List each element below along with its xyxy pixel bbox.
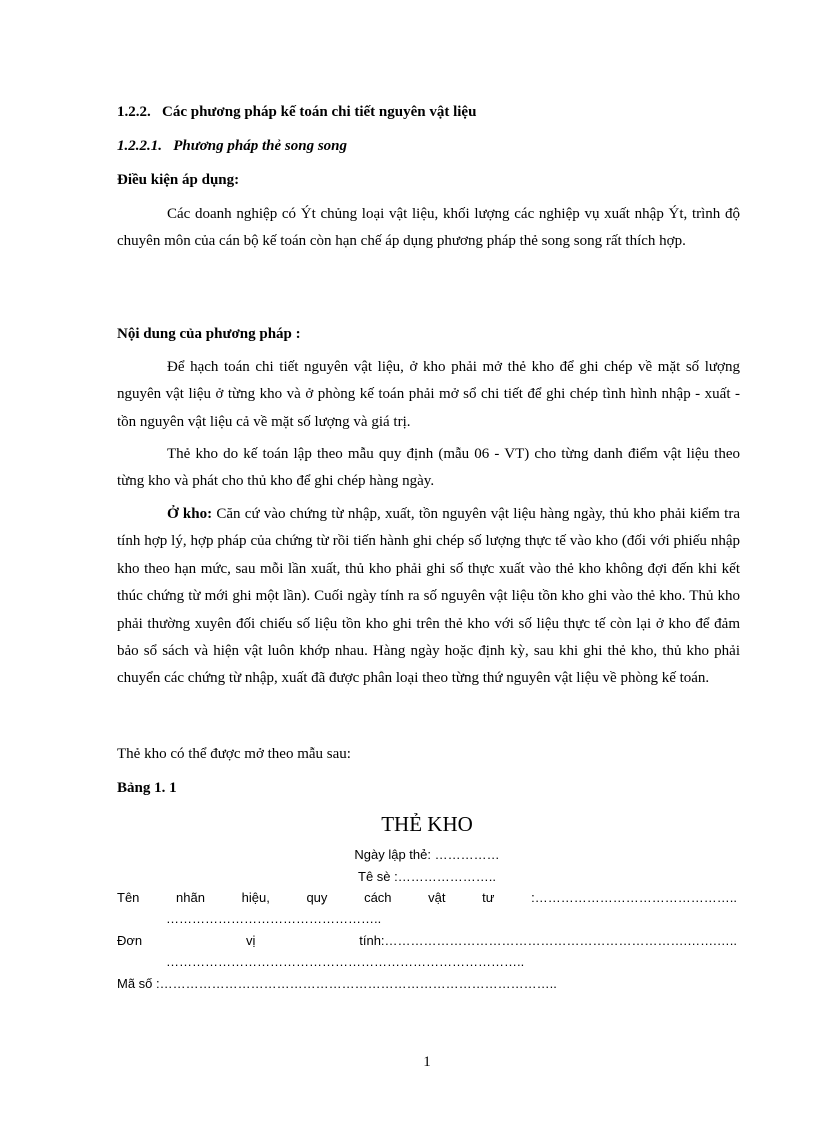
subsection-title: Phương pháp thẻ song song	[173, 138, 348, 154]
form-name-line	[117, 890, 737, 905]
form-name-word: hiệu,	[241, 890, 270, 905]
form-unit-word: tính:…………………………………………………………….…….…..	[359, 933, 737, 948]
page-number: 1	[423, 1054, 431, 1070]
content-heading: Nội dung của phương pháp :	[117, 326, 301, 342]
section-number: 1.2.2.	[117, 104, 151, 120]
form-name-dots-line: …………………………………………..	[166, 911, 382, 926]
content-paragraph-3	[117, 501, 740, 693]
content-paragraph-1: Để hạch toán chi tiết nguyên vật liệu, ở kho phải mở thẻ kho để ghi chép về mặt số lượng nguyên vật liệu ở từng kho và ở phòng kế toán phải mở sổ chi tiết để ghi chép tình hình nhập - xuất - tồn nguyên vật liệu cả về mặt số lượng và giá trị.	[117, 359, 740, 430]
conditions-paragraph: Các doanh nghiệp có Ýt chủng loại vật liệu, khối lượng các nghiệp vụ xuất nhập Ýt, trình độ chuyên môn của cán bộ kế toán còn hạn chế áp dụng phương pháp thẻ song song rất thích hợp.	[117, 206, 740, 250]
form-unit-line	[117, 933, 737, 948]
form-name-dots: :………………………………………..	[531, 890, 737, 905]
form-name-word: tư	[482, 890, 495, 905]
section-heading	[117, 104, 476, 121]
form-code-line: Mã số :………………………………………………………………………………..	[117, 976, 557, 991]
table-caption: Bảng 1. 1	[117, 780, 177, 796]
form-name-word: Tên	[117, 890, 140, 905]
form-unit-dots-line: ………………………………………………………………………..	[166, 954, 525, 969]
subsection-heading	[117, 138, 347, 155]
paragraph-lead: Ở kho:	[167, 506, 213, 522]
form-title: THẺ KHO	[381, 812, 473, 836]
form-unit-word: vị	[246, 933, 256, 948]
form-number-line: Tê sè :…………………..	[358, 869, 496, 884]
form-name-word: cách	[364, 890, 392, 905]
subsection-number: 1.2.2.1.	[117, 138, 162, 154]
form-unit-word: Đơn	[117, 933, 143, 948]
section-title: Các phương pháp kế toán chi tiết nguyên vật liệu	[162, 104, 477, 120]
content-paragraph-4: Thẻ kho có thể được mở theo mẫu sau:	[117, 746, 351, 762]
content-paragraph-2: Thẻ kho do kế toán lập theo mẫu quy định (mẫu 06 - VT) cho từng danh điểm vật liệu theo từng kho và phát cho thủ kho để ghi chép hàng ngày.	[117, 446, 740, 490]
paragraph-3-body: Căn cứ vào chứng từ nhập, xuất, tồn nguyên vật liệu hàng ngày, thủ kho phải kiểm tra tính hợp lý, hợp pháp của chứng từ rồi tiến hành ghi chép số lượng thực tế vào kho (đối với phiếu nhập kho theo hạn mức, sau mỗi lần xuất, thủ kho phải ghi số thực xuất vào thẻ kho không đợi đến khi kết thúc chứng từ mới ghi một lần). Cuối ngày tính ra số nguyên vật liệu tồn kho ghi vào thẻ kho. Thủ kho phải thường xuyên đối chiếu số liệu tồn kho ghi trên thẻ kho với số liệu thực tế còn lại ở kho để đảm bảo sổ sách và hiện vật luôn khớp nhau. Hàng ngày hoặc định kỳ, sau khi ghi thẻ kho, thủ kho phải chuyển các chứng từ nhập, xuất đã được phân loại theo từng thứ nguyên vật liệu về phòng kế toán.	[117, 506, 740, 687]
conditions-heading: Điều kiện áp dụng:	[117, 172, 240, 188]
form-name-word: vật	[428, 890, 446, 905]
form-date-line: Ngày lập thẻ: ……………	[354, 847, 500, 862]
form-name-word: nhãn	[176, 890, 205, 905]
form-name-word: quy	[306, 890, 328, 905]
